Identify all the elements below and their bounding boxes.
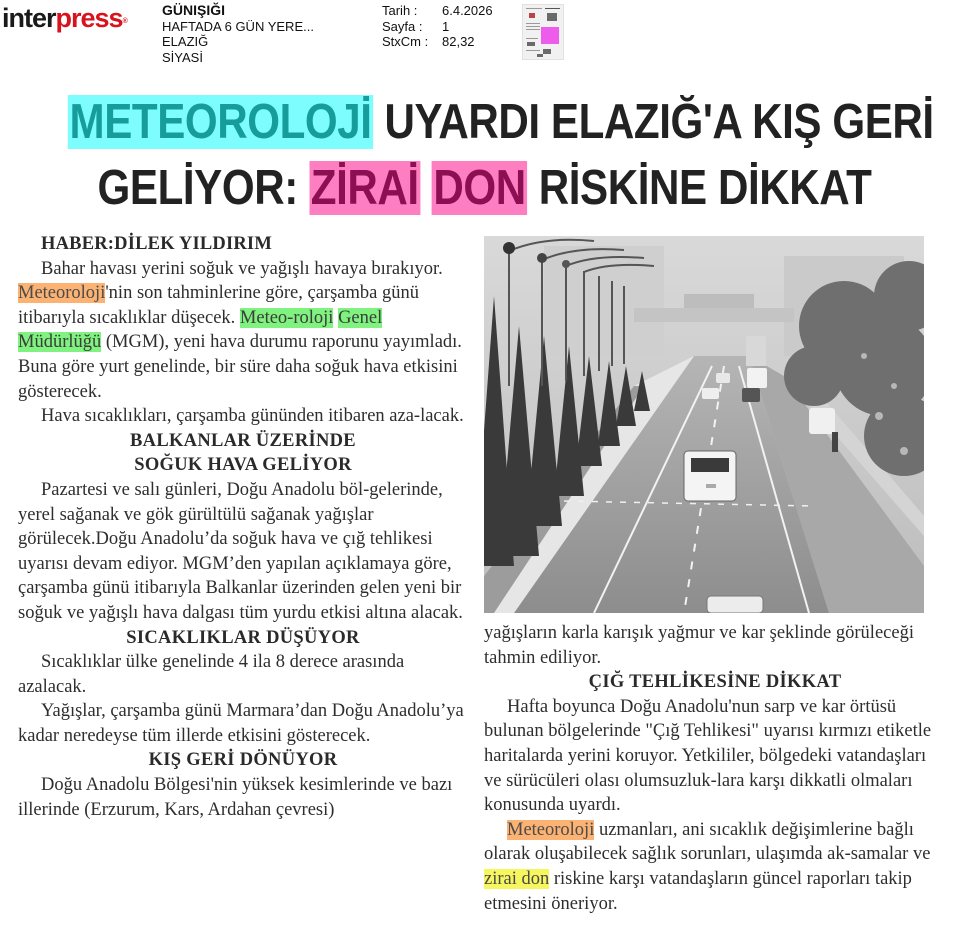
headline-line2-prefix: GELİYOR: — [97, 161, 310, 215]
paragraph-balkanlar: Pazartesi ve salı günleri, Doğu Anadolu böl-gelerinde, yerel sağanak ve gök gürültülü sağanak yağışlar görülecek.Doğu Anadolu’da soğuk hava ve çığ tehlikesi uyarısı devam ediyor. MGM’den yapılan açıklamaya göre, çarşamba günü itibarıyla Balkanlar üzerinden gelen yeni bir soğuk ve yağışlı hava dalgası tüm yurdu etkisi altına alacak. — [18, 479, 463, 623]
article-column-left — [18, 232, 468, 822]
paragraph-temperatures: Hava sıcaklıkları, çarşamba gününden itibaren aza-lacak. — [41, 406, 464, 427]
keyword-highlight-meteoroloji-genel: Meteo-roloji — [239, 307, 334, 328]
headline-highlight-meteoroloji: METEOROLOJİ — [69, 95, 372, 149]
paragraph-intro — [18, 257, 468, 405]
headline-highlight-zirai: ZİRAİ — [310, 161, 419, 215]
logo-text-press: press — [55, 3, 123, 33]
paragraph-kis-geri: Doğu Anadolu Bölgesi'nin yüksek kesimlerinde ve bazı illerinde (Erzurum, Kars, Ardahan çevresi) — [18, 775, 453, 820]
info-stxcm-label: StxCm : — [382, 34, 429, 49]
publication-name: GÜNIŞIĞI — [162, 2, 226, 18]
road-photo-illustration — [484, 236, 924, 613]
text-run: 'nin son tahminlerine göre, çarşamba günü itibarıyla sıcaklıklar düşecek. — [18, 283, 419, 328]
paragraph-kis-geri-continued: yağışların karla karışık yağmur ve kar şeklinde görüleceği tahmin ediliyor. — [484, 623, 914, 668]
text-run: Bahar havası yerini soğuk ve yağışlı havaya bırakıyor. — [41, 258, 443, 279]
paragraph-yagislar: Yağışlar, çarşamba günü Marmara’dan Doğu Anadolu’ya kadar neredeyse tüm illerde etkisini gösterecek. — [18, 701, 464, 746]
byline: HABER:DİLEK YILDIRIM — [41, 234, 272, 254]
paragraph-sicakliklar: Sıcaklıklar ülke genelinde 4 ila 8 derece arasında azalacak. — [18, 652, 405, 697]
info-stxcm-value: 82,32 — [442, 34, 475, 49]
info-page-label: Sayfa : — [382, 18, 423, 34]
info-stxcm — [382, 34, 493, 50]
text-run: riskine karşı vatandaşların güncel raporları takip etmesini öneriyor. — [484, 868, 912, 914]
keyword-highlight-mudurlugu: Müdürlüğü — [18, 332, 102, 353]
interpress-logo — [2, 3, 127, 33]
registered-mark: ® — [122, 18, 127, 25]
news-photo — [484, 236, 924, 613]
info-date-value: 6.4.2026 — [442, 3, 493, 18]
info-date-label: Tarih : — [382, 3, 418, 18]
text-run: (MGM), yeni hava durumu raporunu yayımladı. Buna göre yurt genelinde, bir süre daha soğuk hava etkisini gösterecek. — [18, 332, 462, 402]
article-column-right — [484, 621, 946, 916]
subheading-sicakliklar: SICAKLIKLAR DÜŞÜYOR — [126, 627, 360, 648]
publication-city: ELAZIĞ — [162, 34, 209, 49]
headline-line2-text: RİSKİNE DİKKAT — [527, 161, 872, 215]
clipping-info — [382, 3, 493, 50]
info-page — [382, 19, 493, 35]
headline-highlight-don: DON — [433, 161, 526, 215]
logo-text-inter: inter — [2, 3, 56, 33]
subheading-line: SOĞUK HAVA GELİYOR — [134, 455, 352, 476]
keyword-highlight-meteoroloji: Meteoroloji — [18, 283, 106, 304]
text-run: uzmanları, ani sıcaklık değişimlerine bağlı olarak oluşabilecek sağlık sorunları, ulaşımda ak-samalar ve — [484, 819, 931, 865]
subheading-cig: ÇIĞ TEHLİKESİNE DİKKAT — [588, 672, 842, 693]
headline-line-1 — [68, 95, 934, 149]
page-thumbnail-icon[interactable] — [522, 4, 564, 60]
info-page-value: 1 — [442, 18, 450, 34]
subheading-line: BALKANLAR ÜZERİNDE — [130, 430, 356, 451]
headline-space — [420, 161, 431, 215]
subheading-kis-geri: KIŞ GERİ DÖNÜYOR — [148, 750, 338, 771]
publication-meta — [162, 3, 314, 65]
paragraph-uzmanlar — [484, 818, 946, 916]
keyword-highlight-meteoroloji: Meteoroloji — [507, 819, 595, 840]
info-date — [382, 3, 493, 19]
subheading-balkanlar — [18, 429, 468, 478]
keyword-highlight-zirai-don: zirai don — [484, 868, 550, 889]
paragraph-cig: Hafta boyunca Doğu Anadolu'nun sarp ve kar örtüsü bulunan bölgelerinde "Çığ Tehlikesi" uyarısı kırmızı etiketle haritalarda yerini koruyor. Yetkililer, bölgedeki vatandaşları ve sürücüleri olası olumsuzluk-lara karşı dikkatli olmaları konusunda uyardı. — [484, 696, 932, 816]
publication-category: SİYASİ — [162, 49, 203, 65]
keyword-highlight-genel: Genel — [338, 307, 383, 328]
publication-subtitle: HAFTADA 6 GÜN YERE... — [162, 18, 314, 34]
headline-line-2 — [68, 161, 901, 215]
headline-line1-text: UYARDI ELAZIĞ'A KIŞ GERİ — [373, 95, 934, 149]
